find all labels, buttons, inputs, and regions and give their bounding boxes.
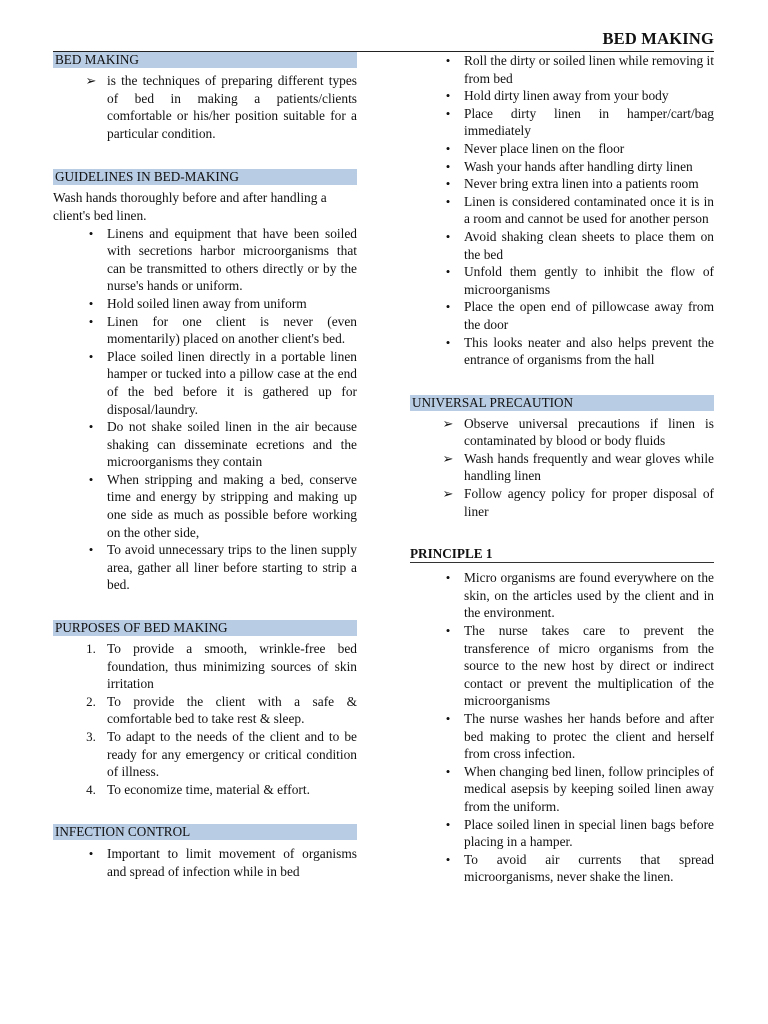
arrow-icon: ➢ (85, 73, 97, 88)
list-item: ➢ Wash hands frequently and wear gloves while handling linen (464, 450, 714, 485)
list-item: • Place the open end of pillowcase away from the door (464, 298, 714, 333)
bullet-icon: • (88, 419, 94, 435)
guidelines-intro: Wash hands thoroughly before and after handling a client's bed linen. (53, 190, 327, 223)
bullet-icon: • (445, 816, 451, 832)
arrow-icon: ➢ (442, 450, 454, 466)
list-item: • Do not shake soiled linen in the air because shaking can disseminate ecretions and the microorganisms they contain (107, 418, 357, 471)
bullet-icon: • (88, 313, 94, 329)
list-item: • The nurse takes care to prevent the transference of micro organisms from the source to the new host by direct or indirect contact or prevent the multiplication of the microorganisms (464, 622, 714, 710)
bullet-icon: • (445, 105, 451, 121)
list-item: • Unfold them gently to inhibit the flow of microorganisms (464, 263, 714, 298)
infection-control-list (53, 845, 357, 880)
bullet-icon: • (445, 158, 451, 174)
bullet-icon: • (88, 471, 94, 487)
bullet-icon: • (88, 542, 94, 558)
list-item: • Roll the dirty or soiled linen while removing it from bed (464, 52, 714, 87)
list-item: 3. To adapt to the needs of the client and to be ready for any emergency or critical condition of illness. (107, 728, 357, 781)
arrow-icon: ➢ (442, 415, 454, 431)
list-item: • When stripping and making a bed, conserve time and energy by stripping and making up one side as much as possible before working on the other side, (107, 471, 357, 541)
list-item: • Linens and equipment that have been soiled with secretions harbor microorganisms that can be transmitted to others directly or by the nurse's hands or uniform. (107, 225, 357, 295)
list-item: • Avoid shaking clean sheets to place them on the bed (464, 228, 714, 263)
list-item: • Linen is considered contaminated once it is in a room and cannot be used for another person (464, 193, 714, 228)
list-number: 4. (86, 781, 96, 797)
list-item: • This looks neater and also helps prevent the entrance of organisms from the hall (464, 334, 714, 369)
section-heading-bed-making: BED MAKING (53, 52, 357, 68)
list-item: • To avoid air currents that spread microorganisms, never shake the linen. (464, 851, 714, 886)
list-item: 1. To provide a smooth, wrinkle-free bed foundation, thus minimizing sources of skin irritation (107, 640, 357, 693)
bullet-icon: • (88, 348, 94, 364)
left-column (53, 52, 357, 881)
list-number: 2. (86, 693, 96, 709)
list-item: • Hold soiled linen away from uniform (107, 295, 357, 313)
list-item: • Important to limit movement of organisms and spread of infection while in bed (107, 845, 357, 880)
list-item: • Never bring extra linen into a patients room (464, 175, 714, 193)
bullet-icon: • (445, 299, 451, 315)
list-item: ➢ is the techniques of preparing different types of bed in making a patients/clients comfortable or his/her position suitable for a particular condition. (107, 72, 357, 142)
section-heading-guidelines: GUIDELINES IN BED-MAKING (53, 169, 357, 185)
list-item: • To avoid unnecessary trips to the linen supply area, gather all liner before starting to strip a bed. (107, 541, 357, 594)
bullet-icon: • (88, 846, 94, 862)
bullet-icon: • (445, 623, 451, 639)
bed-making-list (53, 72, 357, 142)
list-item: • The nurse washes her hands before and after bed making to protec the client and herself from cross infection. (464, 710, 714, 763)
section-heading-purposes: PURPOSES OF BED MAKING (53, 620, 357, 636)
list-item: • Micro organisms are found everywhere on the skin, on the articles used by the client and in the environment. (464, 569, 714, 622)
bullet-icon: • (445, 763, 451, 779)
bullet-icon: • (88, 225, 94, 241)
list-item: • When changing bed linen, follow principles of medical asepsis by keeping soiled linen away from the uniform. (464, 763, 714, 816)
section-heading-infection-control: INFECTION CONTROL (53, 824, 357, 840)
list-number: 3. (86, 729, 96, 744)
section-heading-universal-precaution: UNIVERSAL PRECAUTION (410, 395, 714, 411)
list-item: • Hold dirty linen away from your body (464, 87, 714, 105)
list-item: • Never place linen on the floor (464, 140, 714, 158)
list-item: • Wash your hands after handling dirty linen (464, 158, 714, 176)
bullet-icon: • (445, 140, 451, 156)
list-item: • Place soiled linen directly in a portable linen hamper or tucked into a pillow case at the end of the bed before it is gathered up for disposal/laundry. (107, 348, 357, 418)
page-title: BED MAKING (602, 29, 714, 48)
bullet-icon: • (445, 88, 451, 104)
bullet-icon: • (445, 228, 451, 244)
universal-precaution-list (410, 415, 714, 521)
right-column (410, 52, 714, 886)
bullet-icon: • (445, 570, 451, 586)
bullet-icon: • (88, 295, 94, 311)
list-item: 4. To economize time, material & effort. (107, 781, 357, 799)
bullet-icon: • (445, 334, 451, 350)
bullet-icon: • (445, 711, 451, 726)
purposes-list (53, 640, 357, 798)
list-item: ➢ Follow agency policy for proper disposal of liner (464, 485, 714, 520)
bullet-icon: • (445, 851, 451, 867)
list-item: • Place soiled linen in special linen bags before placing in a hamper. (464, 816, 714, 851)
list-item: • Linen for one client is never (even momentarily) placed on another client's bed. (107, 313, 357, 348)
bullet-icon: • (445, 53, 451, 68)
principle-1-list (410, 569, 714, 886)
list-item: ➢ Observe universal precautions if linen is contaminated by blood or body fluids (464, 415, 714, 450)
arrow-icon: ➢ (442, 486, 454, 502)
list-item: • Place dirty linen in hamper/cart/bag immediately (464, 105, 714, 140)
bullet-icon: • (445, 193, 451, 209)
list-item: 2. To provide the client with a safe & comfortable bed to take rest & sleep. (107, 693, 357, 728)
list-number: 1. (86, 641, 96, 657)
section-heading-principle-1: PRINCIPLE 1 (410, 545, 714, 563)
bullet-icon: • (445, 176, 451, 192)
guidelines-list (53, 225, 357, 594)
bullet-icon: • (445, 264, 451, 280)
linen-handling-list (410, 52, 714, 369)
